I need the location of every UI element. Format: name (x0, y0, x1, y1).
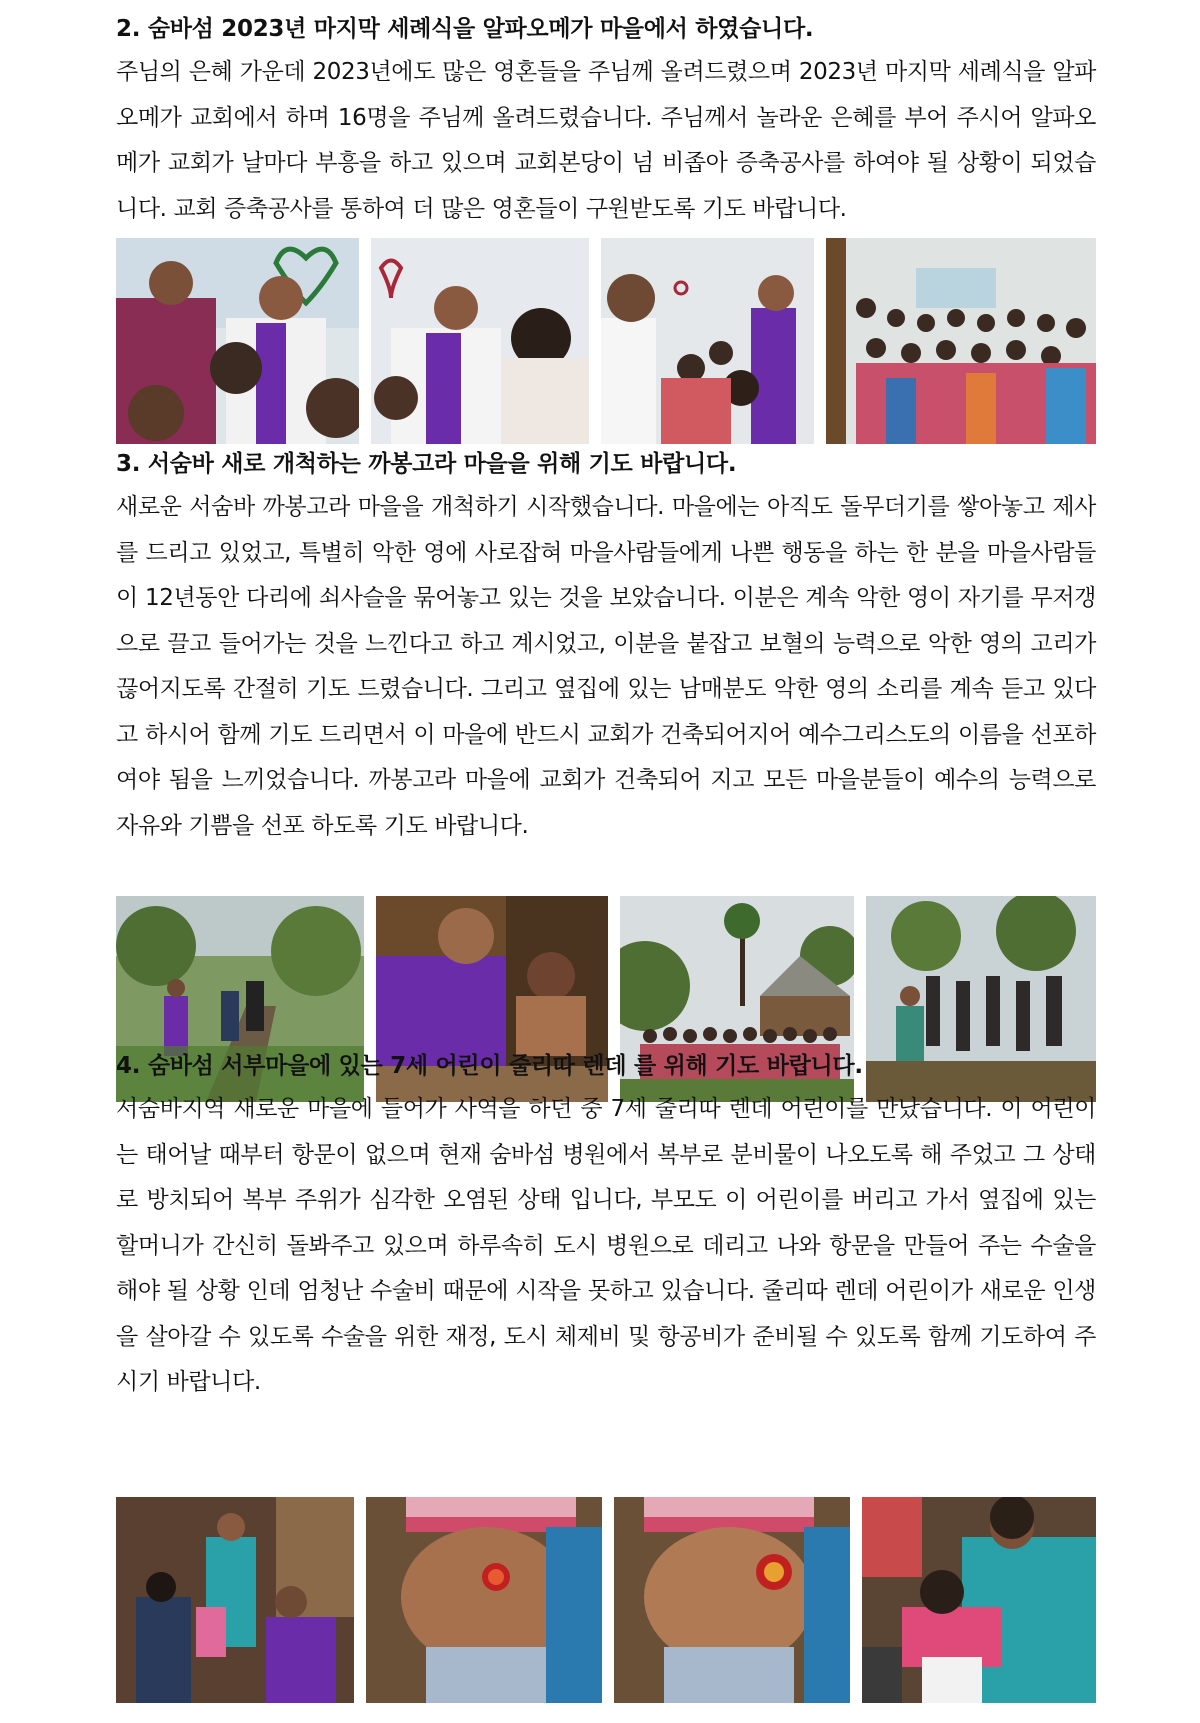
section-julitta (116, 1051, 1096, 1406)
photo-baptism-3 (601, 238, 814, 444)
section-heading: 3. 서숨바 새로 개척하는 까봉고라 마을을 위해 기도 바랍니다. (116, 451, 737, 477)
photo-julitta-2 (366, 1497, 602, 1703)
photo-julitta-1 (116, 1497, 354, 1703)
photo-row-julitta (116, 1497, 1096, 1703)
section-body: 서숨바지역 새로운 마을에 들어가 사역을 하던 중 7세 줄리따 렌데 어린이를 만났습니다. 이 어린이는 태어날 때부터 항문이 없으며 현재 숨바섬 병원에서 복부로 분비물이 나오도록 해 주었고 그 상태로 방치되어 복부 주위가 심각한 오염된 상태 입니다, 부모도 이 어린이를 버리고 가서 옆집에 있는 할머니가 간신히 돌봐주고 있으며 하루속히 도시 병원으로 데리고 나와 항문을 만들어 주는 수술을 해야 될 상황 인데 엄청난 수술비 때문에 시작을 못하고 있습니다. 줄리따 렌데 어린이가 새로운 인생을 살아갈 수 있도록 수술을 위한 재정, 도시 체제비 및 항공비가 준비될 수 있도록 함께 기도하여 주시기 바랍니다. (116, 1096, 1096, 1395)
section-body: 주님의 은혜 가운데 2023년에도 많은 영혼들을 주님께 올려드렸으며 2023년 마지막 세례식을 알파오메가 교회에서 하며 16명을 주님께 올려드렸습니다. 주님께서 놀라운 은혜를 부어 주시어 알파오메가 교회가 날마다 부흥을 하고 있으며 교회본당이 넘 비좁아 증축공사를 하여야 될 상황이 되었습니다. 교회 증축공사를 통하여 더 많은 영혼들이 구원받도록 기도 바랍니다. (116, 59, 1096, 222)
section-heading: 4. 숨바섬 서부마을에 있는 7세 어린이 줄리따 렌데 를 위해 기도 바랍니다. (116, 1053, 863, 1079)
photo-baptism-1 (116, 238, 359, 444)
section-heading: 2. 숨바섬 2023년 마지막 세례식을 알파오메가 마을에서 하였습니다. (116, 16, 814, 42)
photo-row-baptism (116, 238, 1096, 444)
photo-julitta-4 (862, 1497, 1096, 1703)
section-baptism (116, 14, 1096, 232)
photo-julitta-3 (614, 1497, 850, 1703)
photo-baptism-4 (826, 238, 1096, 444)
section-kabonggora (116, 449, 1096, 849)
section-body: 새로운 서숨바 까봉고라 마을을 개척하기 시작했습니다. 마을에는 아직도 돌무더기를 쌓아놓고 제사를 드리고 있었고, 특별히 악한 영에 사로잡혀 마을사람들에게 나쁜 행동을 하는 한 분을 마을사람들이 12년동안 다리에 쇠사슬을 묶어놓고 있는 것을 보았습니다. 이분은 계속 악한 영이 자기를 무저갱으로 끌고 들어가는 것을 느낀다고 하고 계시었고, 이분을 붙잡고 보혈의 능력으로 악한 영의 고리가 끊어지도록 간절히 기도 드렸습니다. 그리고 옆집에 있는 남매분도 악한 영의 소리를 계속 듣고 있다고 하시어 함께 기도 드리면서 이 마을에 반드시 교회가 건축되어지어 예수그리스도의 이름을 선포하여야 됨을 느끼었습니다. 까봉고라 마을에 교회가 건축되어 지고 모든 마을분들이 예수의 능력으로 자유와 기쁨을 선포 하도록 기도 바랍니다. (116, 494, 1096, 839)
photo-baptism-2 (371, 238, 589, 444)
